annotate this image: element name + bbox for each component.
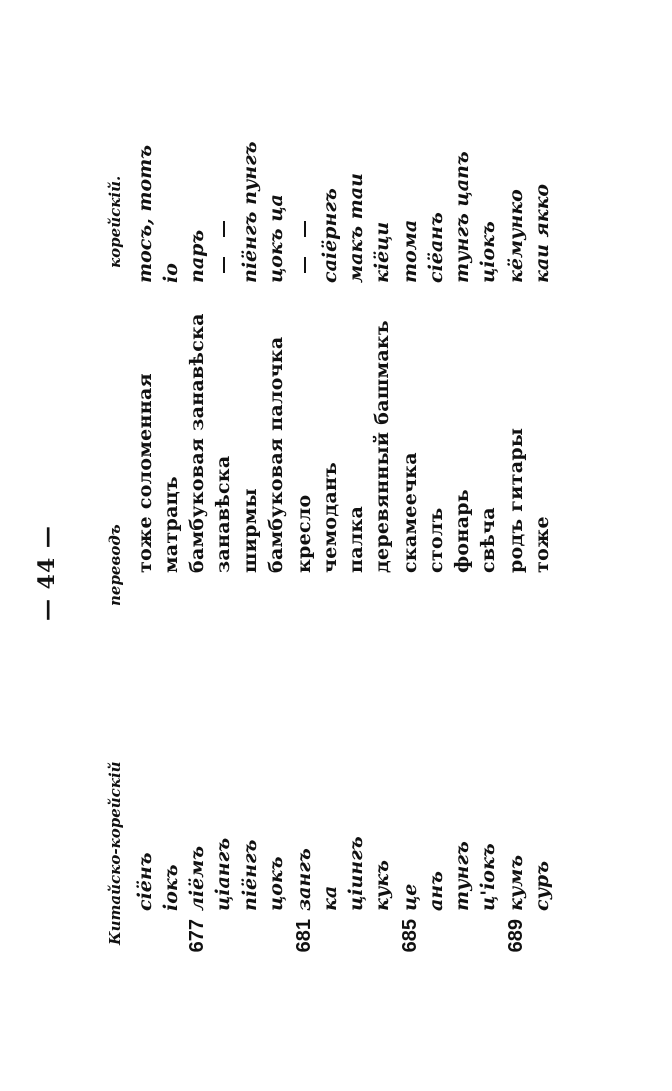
table-row bbox=[237, 0, 263, 1091]
russian-translation: бамбуковая занавѣска bbox=[186, 313, 208, 573]
table-row bbox=[210, 0, 236, 1091]
entry-number: 681 bbox=[293, 919, 315, 953]
table-row bbox=[343, 0, 369, 1091]
russian-translation: тоже bbox=[531, 516, 553, 573]
korean-word: макъ таи bbox=[345, 173, 367, 283]
entry-number: 689 bbox=[505, 919, 527, 953]
ditto-dash bbox=[223, 257, 225, 273]
table-row bbox=[317, 0, 343, 1091]
chinese-korean-word: ц'iокъ bbox=[477, 843, 499, 911]
korean-word: кiёци bbox=[371, 221, 393, 283]
russian-translation: свѣча bbox=[477, 507, 499, 573]
russian-translation: столъ bbox=[425, 507, 447, 573]
russian-translation: фонарь bbox=[451, 488, 473, 573]
chinese-korean-word: тунгъ bbox=[451, 841, 473, 911]
chinese-korean-word: ка bbox=[319, 885, 341, 911]
table-row bbox=[263, 0, 289, 1091]
table-row bbox=[158, 0, 184, 1091]
table-row bbox=[503, 0, 529, 1091]
russian-translation: кресло bbox=[293, 494, 315, 573]
chinese-korean-word: цокъ bbox=[265, 856, 287, 911]
chinese-korean-word: іокъ bbox=[160, 864, 182, 911]
table-row bbox=[369, 0, 395, 1091]
chinese-korean-word: ліёмъ bbox=[186, 845, 208, 911]
table-row bbox=[132, 0, 158, 1091]
korean-word: кёмунко bbox=[505, 189, 527, 283]
korean-word: піёнгъ пунгъ bbox=[239, 141, 261, 283]
ditto-marks bbox=[293, 211, 315, 283]
chinese-korean-word: цiингъ bbox=[345, 836, 367, 911]
chinese-korean-word: це bbox=[399, 883, 421, 911]
russian-translation: скамеечка bbox=[399, 452, 421, 573]
header-translation: переводъ bbox=[106, 524, 124, 606]
korean-word: каи якко bbox=[531, 183, 553, 283]
table-row bbox=[449, 0, 475, 1091]
russian-translation: ширмы bbox=[239, 488, 261, 573]
chinese-korean-word: кумъ bbox=[505, 854, 527, 911]
table-row bbox=[423, 0, 449, 1091]
chinese-korean-word: суръ bbox=[531, 860, 553, 911]
russian-translation: занавѣска bbox=[212, 455, 234, 573]
chinese-korean-word: сіёнъ bbox=[134, 852, 156, 911]
entry-number: 677 bbox=[186, 919, 208, 953]
russian-translation: чемоданъ bbox=[319, 461, 341, 573]
russian-translation: бамбуковая палочка bbox=[265, 336, 287, 573]
chinese-korean-word: анъ bbox=[425, 871, 447, 911]
korean-word: тосъ, тотъ bbox=[134, 144, 156, 283]
korean-word bbox=[210, 211, 236, 283]
korean-word: тунгъ цапъ bbox=[451, 151, 473, 283]
russian-translation: палка bbox=[345, 505, 367, 573]
russian-translation: деревянный башмакъ bbox=[371, 320, 393, 573]
ditto-marks bbox=[212, 211, 234, 283]
ditto-dash bbox=[223, 221, 225, 237]
korean-word: іо bbox=[160, 263, 182, 283]
table-row bbox=[397, 0, 423, 1091]
entry-number: 685 bbox=[399, 919, 421, 953]
chinese-korean-word: піёнгъ bbox=[239, 839, 261, 911]
korean-word bbox=[291, 211, 317, 283]
table-row bbox=[291, 0, 317, 1091]
korean-word: цокъ ца bbox=[265, 194, 287, 283]
table-row bbox=[184, 0, 210, 1091]
korean-word: паръ bbox=[186, 229, 208, 283]
chinese-korean-word: цiангъ bbox=[212, 837, 234, 911]
korean-word: цiокъ bbox=[477, 221, 499, 283]
russian-translation: тоже соломенная bbox=[134, 373, 156, 573]
russian-translation: родъ гитары bbox=[505, 427, 527, 573]
ditto-dash bbox=[304, 221, 306, 237]
korean-word: сiёанъ bbox=[425, 212, 447, 283]
korean-word: тома bbox=[399, 219, 421, 283]
korean-word: саiёрнгъ bbox=[319, 188, 341, 283]
table-row bbox=[529, 0, 555, 1091]
russian-translation: матрацъ bbox=[160, 476, 182, 573]
page-number: — 44 — bbox=[34, 525, 60, 621]
chinese-korean-word: зангъ bbox=[293, 848, 315, 911]
table-row bbox=[475, 0, 501, 1091]
chinese-korean-word: кукъ bbox=[371, 860, 393, 911]
ditto-dash bbox=[304, 257, 306, 273]
header-korean: корейскій. bbox=[106, 175, 124, 268]
header-chinese-korean: Китайско-корейскій bbox=[106, 761, 124, 945]
